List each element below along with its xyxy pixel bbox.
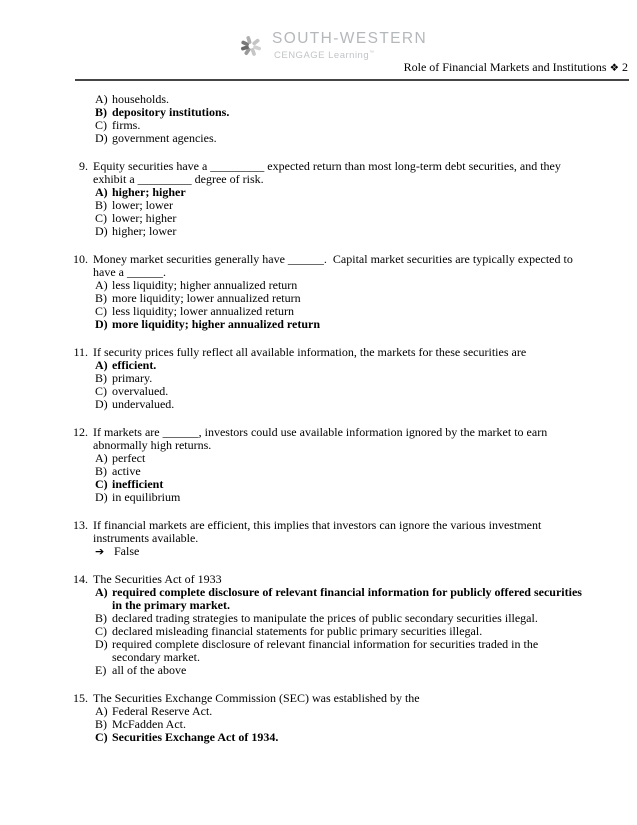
option-text-line: less liquidity; lower annualized return xyxy=(112,304,294,318)
question-12 xyxy=(72,426,628,504)
option-letter: A) xyxy=(95,451,108,465)
option-text-line: in equilibrium xyxy=(112,490,181,504)
question-text-line: The Securities Exchange Commission (SEC) was established by the xyxy=(93,691,420,705)
option-text-line: government agencies. xyxy=(112,131,217,145)
option-text-line: higher; lower xyxy=(112,224,177,238)
question-text-line: exhibit a _________ degree of risk. xyxy=(93,172,264,186)
question-text-row xyxy=(72,426,628,452)
option-text-line: required complete disclosure of relevant financial information for publicly offered securities xyxy=(112,585,582,599)
question-continued xyxy=(72,93,628,145)
option-letter: B) xyxy=(95,464,107,478)
option-letter: D) xyxy=(95,637,108,651)
option-text-line: active xyxy=(112,464,141,478)
option-text xyxy=(112,132,217,145)
option-text-line: higher; higher xyxy=(112,185,186,199)
option-text-line: more liquidity; higher annualized return xyxy=(112,317,321,331)
question-text-row xyxy=(72,253,628,279)
option-text-line: all of the above xyxy=(112,663,187,677)
question-number: 11. xyxy=(73,345,88,359)
question-15 xyxy=(72,692,628,744)
answer-option-D xyxy=(95,225,628,238)
option-text-line: households. xyxy=(112,92,169,106)
chapter-title: Role of Financial Markets and Institutions xyxy=(403,60,607,74)
question-text xyxy=(93,160,561,186)
option-letter: A) xyxy=(95,278,108,292)
answer-option-A xyxy=(95,359,628,372)
option-text-line: primary. xyxy=(112,371,153,385)
option-letter: B) xyxy=(95,611,107,625)
question-text-line: have a ______. xyxy=(93,265,166,279)
brand-name: SOUTH-WESTERN xyxy=(272,30,428,47)
option-letter: D) xyxy=(95,397,108,411)
answer-option-D xyxy=(95,318,628,331)
option-letter: C) xyxy=(95,211,107,225)
question-text-row xyxy=(72,160,628,186)
option-letter: C) xyxy=(95,118,107,132)
question-13 xyxy=(72,519,628,558)
option-text-line: overvalued. xyxy=(112,384,169,398)
option-text-line: declared trading strategies to manipulate the prices of public secondary securities illegal. xyxy=(112,611,538,625)
question-number: 10. xyxy=(73,252,88,266)
question-text xyxy=(93,519,541,545)
option-text-line: lower; higher xyxy=(112,211,177,225)
option-text xyxy=(112,318,320,331)
option-text-line: depository institutions. xyxy=(112,105,230,119)
options-list xyxy=(95,186,628,238)
option-letter: A) xyxy=(95,585,108,599)
diamond-icon: ❖ xyxy=(609,62,619,74)
option-text xyxy=(112,664,186,677)
option-text-line: in the primary market. xyxy=(112,598,230,612)
option-letter: B) xyxy=(95,291,107,305)
option-text-line: more liquidity; lower annualized return xyxy=(112,291,301,305)
answer-option-A xyxy=(95,452,628,465)
options-list xyxy=(95,452,628,504)
answer-option-C xyxy=(95,385,628,398)
option-text-line: required complete disclosure of relevant financial information for securities traded in the xyxy=(112,637,539,651)
question-text xyxy=(93,426,547,452)
answer-option-B xyxy=(95,465,628,478)
question-text-line: If markets are ______, investors could use available information ignored by the market to earn xyxy=(93,425,548,439)
option-text-line: efficient. xyxy=(112,358,157,372)
option-letter: B) xyxy=(95,717,107,731)
options-list xyxy=(95,586,628,677)
options-list xyxy=(95,545,628,558)
option-letter: A) xyxy=(95,185,108,199)
option-text-line: secondary market. xyxy=(112,650,200,664)
option-letter: A) xyxy=(95,358,108,372)
answer-option-D xyxy=(95,638,628,664)
option-letter: D) xyxy=(95,131,108,145)
options-list xyxy=(95,93,628,145)
answer-option-E xyxy=(95,664,628,677)
question-11 xyxy=(72,346,628,411)
question-text-line: If financial markets are efficient, this implies that investors can ignore the various investment xyxy=(93,518,542,532)
option-text xyxy=(114,545,139,558)
option-text-line: perfect xyxy=(112,451,146,465)
question-text-line: The Securities Act of 1933 xyxy=(93,572,222,586)
option-letter: C) xyxy=(95,624,107,638)
option-text-line: firms. xyxy=(112,118,141,132)
running-header xyxy=(404,61,628,75)
option-text-line: lower; lower xyxy=(112,198,173,212)
options-list xyxy=(95,705,628,744)
option-letter: C) xyxy=(95,477,108,491)
question-number: 14. xyxy=(73,572,88,586)
option-letter: C) xyxy=(95,384,107,398)
option-text-line: inefficient xyxy=(112,477,164,491)
option-letter: B) xyxy=(95,105,107,119)
question-text-row xyxy=(72,519,628,545)
question-number: 12. xyxy=(73,425,88,439)
option-letter: D) xyxy=(95,224,108,238)
option-text xyxy=(112,638,538,664)
answer-option-C xyxy=(95,731,628,744)
answer-option-D xyxy=(95,491,628,504)
question-14 xyxy=(72,573,628,677)
brand-subname-text: CENGAGE Learning xyxy=(274,50,370,62)
question-text-line: abnormally high returns. xyxy=(93,438,212,452)
option-text-line: less liquidity; higher annualized return xyxy=(112,278,298,292)
option-text xyxy=(112,398,174,411)
question-9 xyxy=(72,160,628,238)
answer-option-A xyxy=(95,186,628,199)
option-text-line: declared misleading financial statements for public primary securities illegal. xyxy=(112,624,483,638)
question-text xyxy=(93,253,573,279)
question-text-line: Money market securities generally have ______. Capital market securities are typically expected to xyxy=(93,252,573,266)
question-number: 15. xyxy=(73,691,88,705)
options-list xyxy=(95,359,628,411)
page-number: 2 xyxy=(622,60,628,74)
option-text-line: Securities Exchange Act of 1934. xyxy=(112,730,279,744)
trademark-symbol: ™ xyxy=(369,50,375,56)
answer-option-B xyxy=(95,372,628,385)
question-number: 13. xyxy=(73,518,88,532)
option-text-line: McFadden Act. xyxy=(112,717,186,731)
option-letter: A) xyxy=(95,704,108,718)
option-letter: B) xyxy=(95,371,107,385)
question-text-line: instruments available. xyxy=(93,531,199,545)
option-letter: C) xyxy=(95,730,108,744)
question-text-line: Equity securities have a _________ expected return than most long-term debt securities, and they xyxy=(93,159,561,173)
question-text xyxy=(93,346,526,359)
header-rule xyxy=(75,79,629,81)
option-text xyxy=(112,491,180,504)
option-text-line: False xyxy=(114,544,140,558)
question-list xyxy=(72,93,628,759)
question-number: 9. xyxy=(79,159,88,173)
option-letter: B) xyxy=(95,198,107,212)
cengage-pinwheel-icon xyxy=(237,32,265,60)
option-letter: C) xyxy=(95,304,107,318)
option-text xyxy=(112,586,582,612)
question-text-line: If security prices fully reflect all available information, the markets for these securities are xyxy=(93,345,527,359)
answer-option-B xyxy=(95,106,628,119)
arrow-icon: ➔ xyxy=(95,545,105,558)
answer-option-A xyxy=(95,586,628,612)
options-list xyxy=(95,279,628,331)
option-letter: E) xyxy=(95,663,107,677)
answer-arrow-row xyxy=(95,545,628,558)
option-letter: A) xyxy=(95,92,108,106)
answer-option-D xyxy=(95,132,628,145)
option-text-line: undervalued. xyxy=(112,397,175,411)
option-text xyxy=(112,731,278,744)
answer-option-D xyxy=(95,398,628,411)
option-letter: D) xyxy=(95,490,108,504)
option-text-line: Federal Reserve Act. xyxy=(112,704,213,718)
question-10 xyxy=(72,253,628,331)
brand-logo xyxy=(237,31,427,61)
option-letter: D) xyxy=(95,317,108,331)
brand-text xyxy=(272,31,427,61)
option-text xyxy=(112,225,176,238)
